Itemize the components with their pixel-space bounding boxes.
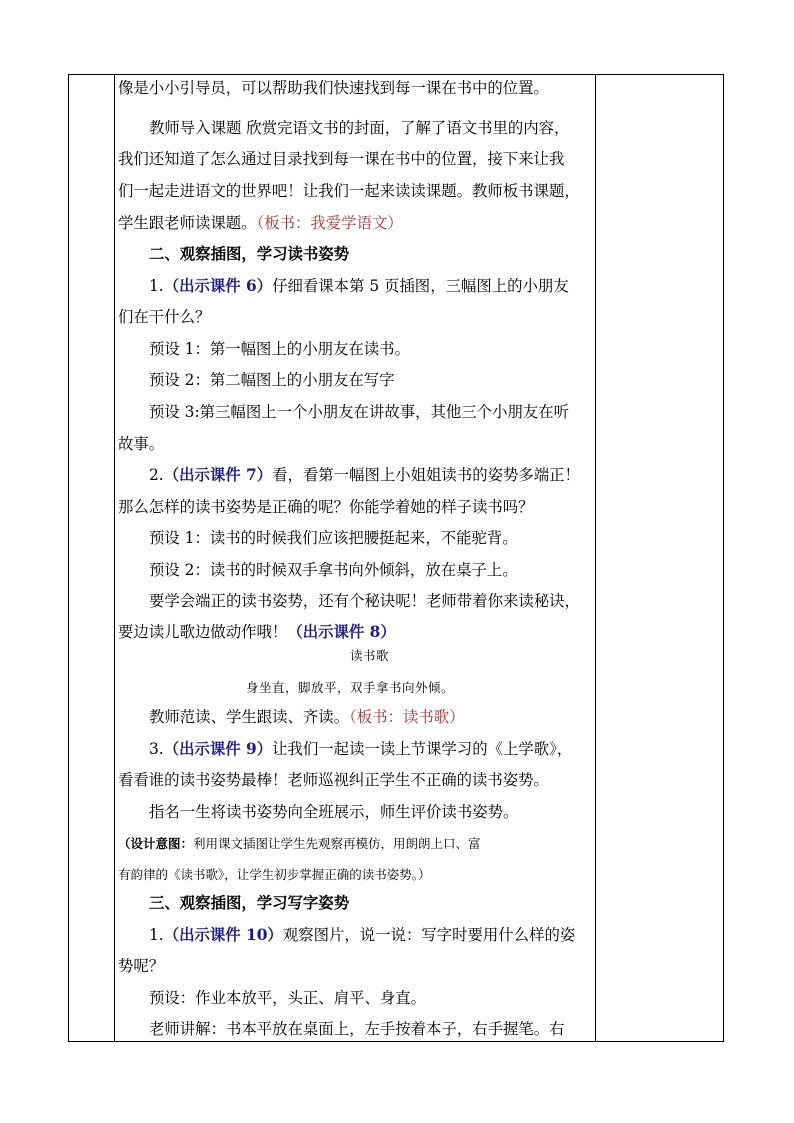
text-line-1 [118,78,549,98]
text-line-17 [149,591,580,611]
table-divider-left [114,75,115,1041]
text-segment: 看看谁的读书姿势最棒！老师巡视纠正学生不正确的读书姿势。 [118,771,549,789]
text-line-2 [149,118,569,138]
text-line-9 [149,339,410,359]
text-segment: 老师讲解：书本平放在桌面上，左手按着本子，右手握笔。右 [149,1020,565,1038]
text-line-15 [149,528,518,548]
text-segment: 1. [149,277,164,295]
text-segment: 预设 3:第三幅图上一个小朋友在讲故事，其他三个小朋友在听 [149,403,570,421]
text-segment: 预设：作业本放平，头正、肩平、身直。 [149,989,427,1007]
text-line-5 [118,213,403,233]
text-line-3 [118,149,564,169]
text-line-16 [149,560,518,580]
text-line-23 [118,770,549,790]
courseware-ref: （出示课件 8） [287,623,396,641]
text-segment: 要边读儿歌边做动作哦！ [118,623,288,641]
text-segment: 故事。 [118,435,165,453]
text-line-24 [149,802,518,822]
section-heading-2 [149,244,349,264]
text-line-4 [118,181,580,201]
text-segment: 读书歌 [350,648,390,663]
text-segment: 要学会端正的读书姿势，还有个秘诀呢！老师带着你来读秘诀， [149,592,580,610]
board-note: （板书：读书歌） [349,708,465,726]
design-intent-line-2 [118,865,431,885]
text-line-14 [118,497,534,517]
text-segment: 观察图片，说一说：写字时要用什么样的姿 [282,926,576,944]
text-line-8 [118,307,210,327]
design-intent-line-1 [118,834,481,854]
text-line-30 [149,988,426,1008]
text-line-13 [149,465,580,485]
text-segment: 利用课文插图让学生先观察再模仿，用朗朗上口、富 [193,836,481,851]
text-line-31 [149,1019,565,1039]
text-segment: 预设 2：第二幅图上的小朋友在写字 [149,371,395,389]
text-segment: 们一起走进语文的世界吧！让我们一起来读读课题。教师板书课题， [118,182,580,200]
text-segment: 像是小小引导员，可以帮助我们快速找到每一课在书中的位置。 [118,79,549,97]
text-segment: 二、观察插图，学习读书姿势 [149,245,350,263]
board-note: （板书：我爱学语文） [256,214,403,232]
text-segment: 3. [149,740,164,758]
text-segment: 看，看第一幅图上小姐姐读书的姿势多端正！ [272,466,580,484]
text-line-22 [149,739,572,759]
text-segment: 教师范读、学生跟读、齐读。 [149,708,350,726]
section-heading-3 [149,893,349,913]
text-segment: 势呢？ [118,957,165,975]
text-segment: 身坐直，脚放平，双手拿书向外倾。 [246,680,455,695]
text-segment: 仔细看课本第 5 页插图，三幅图上的小朋友 [272,277,569,295]
courseware-ref: （出示课件 7） [163,466,273,484]
text-segment: 教师导入课题 欣赏完语文书的封面，了解了语文书里的内容， [149,119,570,137]
text-segment: 预设 1：读书的时候我们应该把腰挺起来，不能驼背。 [149,529,518,547]
text-segment: 指名一生将读书姿势向全班展示，师生评价读书姿势。 [149,803,519,821]
text-segment: 让我们一起读一读上节课学习的《上学歌》， [272,740,573,758]
text-line-28 [149,925,575,945]
text-line-21 [149,707,465,727]
courseware-ref: （出示课件 10） [163,926,283,944]
courseware-ref: （出示课件 6） [163,277,273,295]
text-line-29 [118,956,164,976]
text-line-12 [118,434,164,454]
text-line-18 [118,622,396,642]
text-segment: 2. [149,466,164,484]
design-intent-label: （设计意图： [118,836,194,851]
text-segment: 1. [149,926,164,944]
text-line-11 [149,402,569,422]
text-line-7 [149,276,569,296]
text-segment: 那么怎样的读书姿势是正确的呢？你能学着她的样子读书吗？ [118,498,534,516]
text-segment: 三、观察插图，学习写字姿势 [149,894,350,912]
text-segment: 预设 2：读书的时候双手拿书向外倾斜，放在桌子上。 [149,561,518,579]
table-divider-right [595,75,596,1041]
text-segment: 学生跟老师读课题。 [118,214,257,232]
courseware-ref: （出示课件 9） [163,740,273,758]
text-segment: 有韵律的《读书歌》，让学生初步掌握正确的读书姿势。） [118,867,431,882]
text-line-10 [149,370,395,390]
poem-title [350,646,389,666]
text-segment: 预设 1：第一幅图上的小朋友在读书。 [149,340,410,358]
poem-verse [246,678,454,698]
text-segment: 们在干什么？ [118,308,211,326]
text-segment: 我们还知道了怎么通过目录找到每一课在书中的位置，接下来让我 [118,150,565,168]
